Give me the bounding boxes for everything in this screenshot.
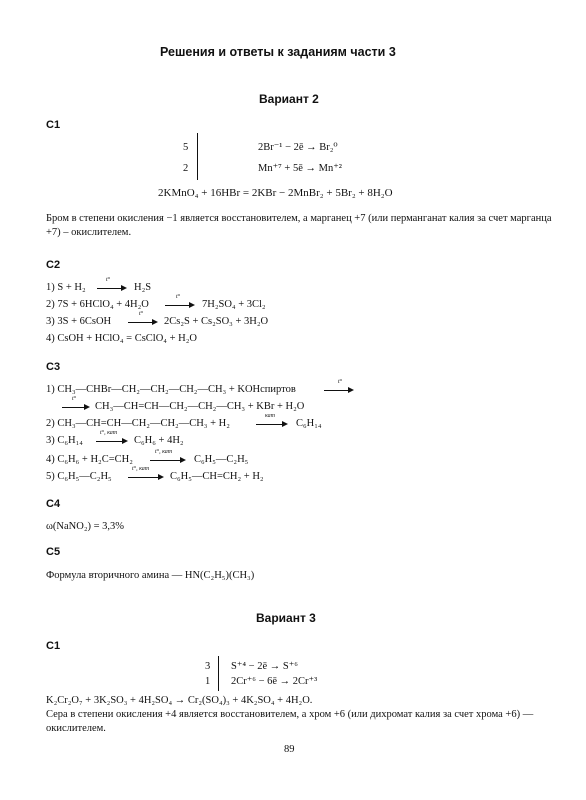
v2-c3-line5-left: 5) C₆H₅—C₂H₅ <box>46 471 112 482</box>
v2-c3-line4-arrow <box>150 460 184 461</box>
v2-c2-label: С2 <box>46 259 61 271</box>
v2-c5-label: С5 <box>46 546 61 558</box>
variant-3-heading: Вариант 3 <box>256 611 316 625</box>
v2-c4-label: С4 <box>46 498 61 510</box>
v2-c3-line1-condition: t° <box>338 379 343 385</box>
v2-c3-line2-right: C₆H₁₄ <box>296 418 322 429</box>
v3-c1-coef-top: 3 <box>205 661 211 672</box>
v2-c2-line3-right: 2Cs₂S + Cs₂SO₃ + 3H₂O <box>164 316 269 327</box>
v3-c1-coef-bottom: 1 <box>205 676 211 687</box>
v2-c2-line2-arrow <box>165 305 193 306</box>
v2-c3-line1b-arrow <box>62 407 88 408</box>
v2-c3-line1-left: 1) CH₃—CHBr—CH₂—CH₂—CH₂—CH₃ + KOHспиртов <box>46 384 296 395</box>
v2-c1-equation: 2KMnO₄ + 16HBr = 2KBr − 2MnBr₂ + 5Br₂ + 8H₂O <box>158 187 393 199</box>
v2-c1-divider <box>197 133 198 180</box>
v3-c1-divider <box>218 656 219 691</box>
v2-c1-coef-top: 5 <box>183 142 189 153</box>
v2-c3-line3-right: C₆H₆ + 4H₂ <box>134 435 184 446</box>
v2-c1-explanation: Бром в степени окисления −1 является восстановителем, а марганец +7 (или перманганат калия за счет марганца +7) – окислителем. <box>46 213 552 238</box>
v2-c2-line2-right: 7H₂SO₄ + 3Cl₂ <box>202 299 266 310</box>
v2-c3-line2-arrow <box>256 424 286 425</box>
v3-c1-half-reaction-top: S⁺⁴ − 2ē → S⁺⁶ <box>231 661 298 672</box>
v2-c1-half-reaction-top: 2Br⁻¹ − 2ē → Br₂⁰ <box>258 142 338 153</box>
v2-c3-line1-arrow <box>324 390 352 391</box>
v2-c5-answer: Формула вторичного амина — HN(C₂H₅)(CH₃) <box>46 570 255 581</box>
v2-c3-line4-condition: t°, кат <box>155 449 173 455</box>
v3-c1-explanation: Сера в степени окисления +4 является восстановителем, а хром +6 (или дихромат калия за счет хрома +6) — окислителем. <box>46 709 534 734</box>
v2-c3-line5-right: C₆H₅—CH=CH₂ + H₂ <box>170 471 264 482</box>
v2-c2-line2-condition: t° <box>176 294 181 300</box>
v3-c1-equation: K₂Cr₂O₇ + 3K₂SO₃ + 4H₂SO₄ → Cr₂(SO₄)₃ + 4K₂SO₄ + 4H₂O. <box>46 695 313 706</box>
page-number: 89 <box>284 744 295 755</box>
v2-c3-line4-right: C₆H₅—C₂H₅ <box>194 454 249 465</box>
v2-c3-line1b-right: CH₃—CH=CH—CH₂—CH₂—CH₃ + KBr + H₂O <box>95 401 305 412</box>
v3-c1-label: С1 <box>46 640 61 652</box>
v2-c2-line3-condition: t° <box>139 311 144 317</box>
v2-c3-line3-condition: t°, кат <box>100 430 118 436</box>
variant-2-heading: Вариант 2 <box>259 92 319 106</box>
v3-c1-half-reaction-bottom: 2Cr⁺⁶ − 6ē → 2Cr⁺³ <box>231 676 318 687</box>
v2-c2-line1-condition: t° <box>106 277 111 283</box>
v2-c3-label: С3 <box>46 361 61 373</box>
v2-c3-line4-left: 4) C₆H₆ + H₂C=CH₂ <box>46 454 133 465</box>
page-title: Решения и ответы к заданиям части 3 <box>160 45 396 59</box>
v2-c1-label: С1 <box>46 119 61 131</box>
v2-c2-line1-arrow <box>97 288 125 289</box>
v2-c1-coef-bottom: 2 <box>183 163 189 174</box>
v2-c2-line3-left: 3) 3S + 6CsOH <box>46 316 112 327</box>
v2-c3-line2-condition: кат <box>265 413 275 419</box>
v2-c2-line1-right: H₂S <box>134 282 152 293</box>
v2-c3-line3-arrow <box>96 441 126 442</box>
v2-c3-line1b-condition: t° <box>72 396 77 402</box>
v2-c3-line2-left: 2) CH₃—CH=CH—CH₂—CH₂—CH₃ + H₂ <box>46 418 230 429</box>
v2-c3-line3-left: 3) C₆H₁₄ <box>46 435 83 446</box>
v2-c2-line2-left: 2) 7S + 6HClO₄ + 4H₂O <box>46 299 149 310</box>
v2-c2-line1-left: 1) S + H₂ <box>46 282 86 293</box>
v2-c3-line5-arrow <box>128 477 162 478</box>
v2-c1-half-reaction-bottom: Mn⁺⁷ + 5ē → Mn⁺² <box>258 163 342 174</box>
v2-c2-line4: 4) CsOH + HClO₄ = CsClO₄ + H₂O <box>46 333 197 344</box>
v2-c4-answer: ω(NaNO₂) = 3,3% <box>46 521 125 532</box>
v2-c2-line3-arrow <box>128 322 156 323</box>
v2-c3-line5-condition: t°, кат <box>132 466 150 472</box>
